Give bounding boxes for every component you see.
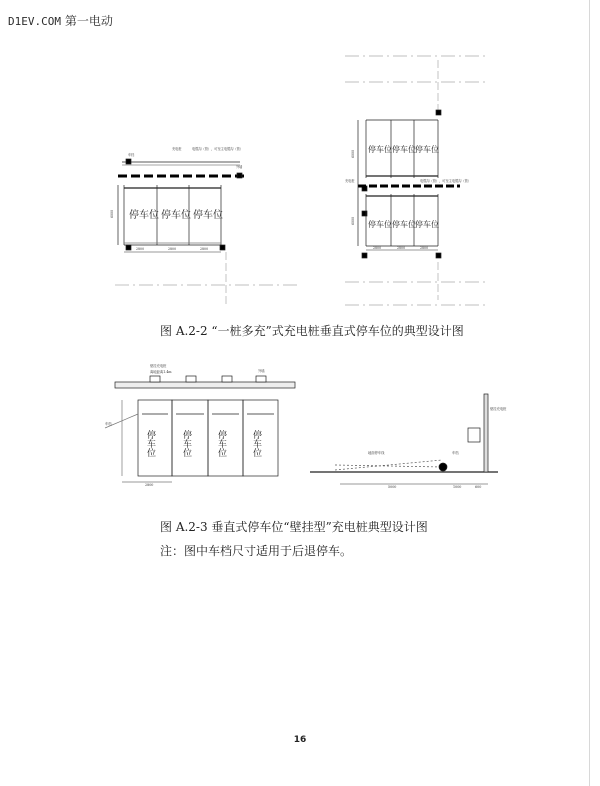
figure-a23-plan-spaces	[145, 429, 262, 457]
section-dim-length: 5000	[388, 485, 397, 489]
plan-space-4: 停车位	[251, 430, 261, 457]
left-dim-depth: 6000	[110, 209, 114, 218]
right-dim-depth-top: 6000	[351, 149, 355, 158]
figure-a23-plan-labels	[105, 363, 265, 487]
left-dim-width-1: 2800	[136, 247, 145, 251]
figure-a23	[0, 310, 600, 510]
section-dim-b: 600	[475, 485, 482, 489]
plan-label-wall: 外墙	[258, 369, 265, 373]
figure-a23-section	[310, 394, 498, 484]
right-space-5: 停车位	[392, 220, 416, 229]
right-space-3: 停车位	[415, 145, 439, 154]
plan-label-stop: 车档	[105, 422, 112, 426]
figure-a22-left-spaces	[129, 208, 223, 221]
right-space-6: 停车位	[415, 220, 439, 229]
left-space-3: 停车位	[193, 210, 223, 221]
plan-label-charger: 壁挂充电桩	[150, 364, 167, 368]
section-label-charger: 壁挂充电桩	[490, 407, 507, 411]
figure-a23-caption: 图 A.2-3 垂直式停车位“壁挂型”充电桩典型设计图	[160, 520, 428, 534]
figure-a23-note: 注：图中车档尺寸适用于后退停车。	[160, 544, 353, 558]
watermark-site: 第一电动	[64, 14, 113, 28]
left-dim-width-3: 2800	[200, 247, 209, 251]
left-dim-width-2: 2800	[168, 247, 177, 251]
right-dim-width-1: 2800	[373, 246, 382, 250]
right-dim-depth-bottom: 6000	[351, 216, 355, 225]
plan-dim-width: 2800	[145, 483, 154, 487]
left-pile-bottom-left	[126, 245, 131, 250]
plan-wall	[115, 382, 295, 388]
page-number: 16	[293, 735, 307, 745]
right-space-4: 停车位	[368, 220, 392, 229]
figure-a22	[0, 0, 600, 320]
left-label-charger: 充电桩	[172, 147, 182, 151]
section-wall	[484, 394, 488, 472]
left-label-wall: 外墙	[236, 165, 243, 169]
right-label-charger: 充电桩	[345, 179, 355, 183]
right-label-lines: 电缆沟（管），可至主电缆沟（管）	[420, 179, 471, 183]
section-wheel-stop	[439, 463, 447, 471]
section-label-stop: 车档	[452, 451, 459, 455]
right-dim-width-2: 2800	[397, 246, 406, 250]
section-label-profile: 地面停车线	[368, 451, 385, 455]
section-charger	[468, 428, 480, 442]
left-label-car-stop: 车档	[128, 153, 135, 157]
left-pile-top-right	[237, 173, 242, 178]
left-pile-top-left	[126, 159, 131, 164]
left-pile-bottom-right	[220, 245, 225, 250]
plan-label-height: 离地距离1.4m	[150, 370, 172, 374]
plan-space-3: 停车位	[216, 430, 226, 457]
plan-space-2: 停车位	[181, 430, 191, 457]
figure-a22-right-labels	[345, 150, 471, 250]
right-space-1: 停车位	[368, 145, 392, 154]
watermark-logo: D1EV.COM	[8, 15, 61, 28]
figure-a22-left	[115, 159, 300, 305]
figure-a22-caption: 图 A.2-2 “一桩多充”式充电桩垂直式停车位的典型设计图	[160, 324, 464, 338]
plan-space-1: 停车位	[145, 430, 155, 457]
figure-a23-plan	[105, 376, 295, 482]
left-space-2: 停车位	[161, 210, 191, 221]
section-dim-a: 1000	[453, 485, 462, 489]
left-space-1: 停车位	[129, 210, 159, 221]
left-label-lines: 电缆沟（管），可至主电缆沟（管）	[192, 147, 243, 151]
right-space-2: 停车位	[392, 145, 416, 154]
right-dim-width-3: 2800	[420, 246, 429, 250]
